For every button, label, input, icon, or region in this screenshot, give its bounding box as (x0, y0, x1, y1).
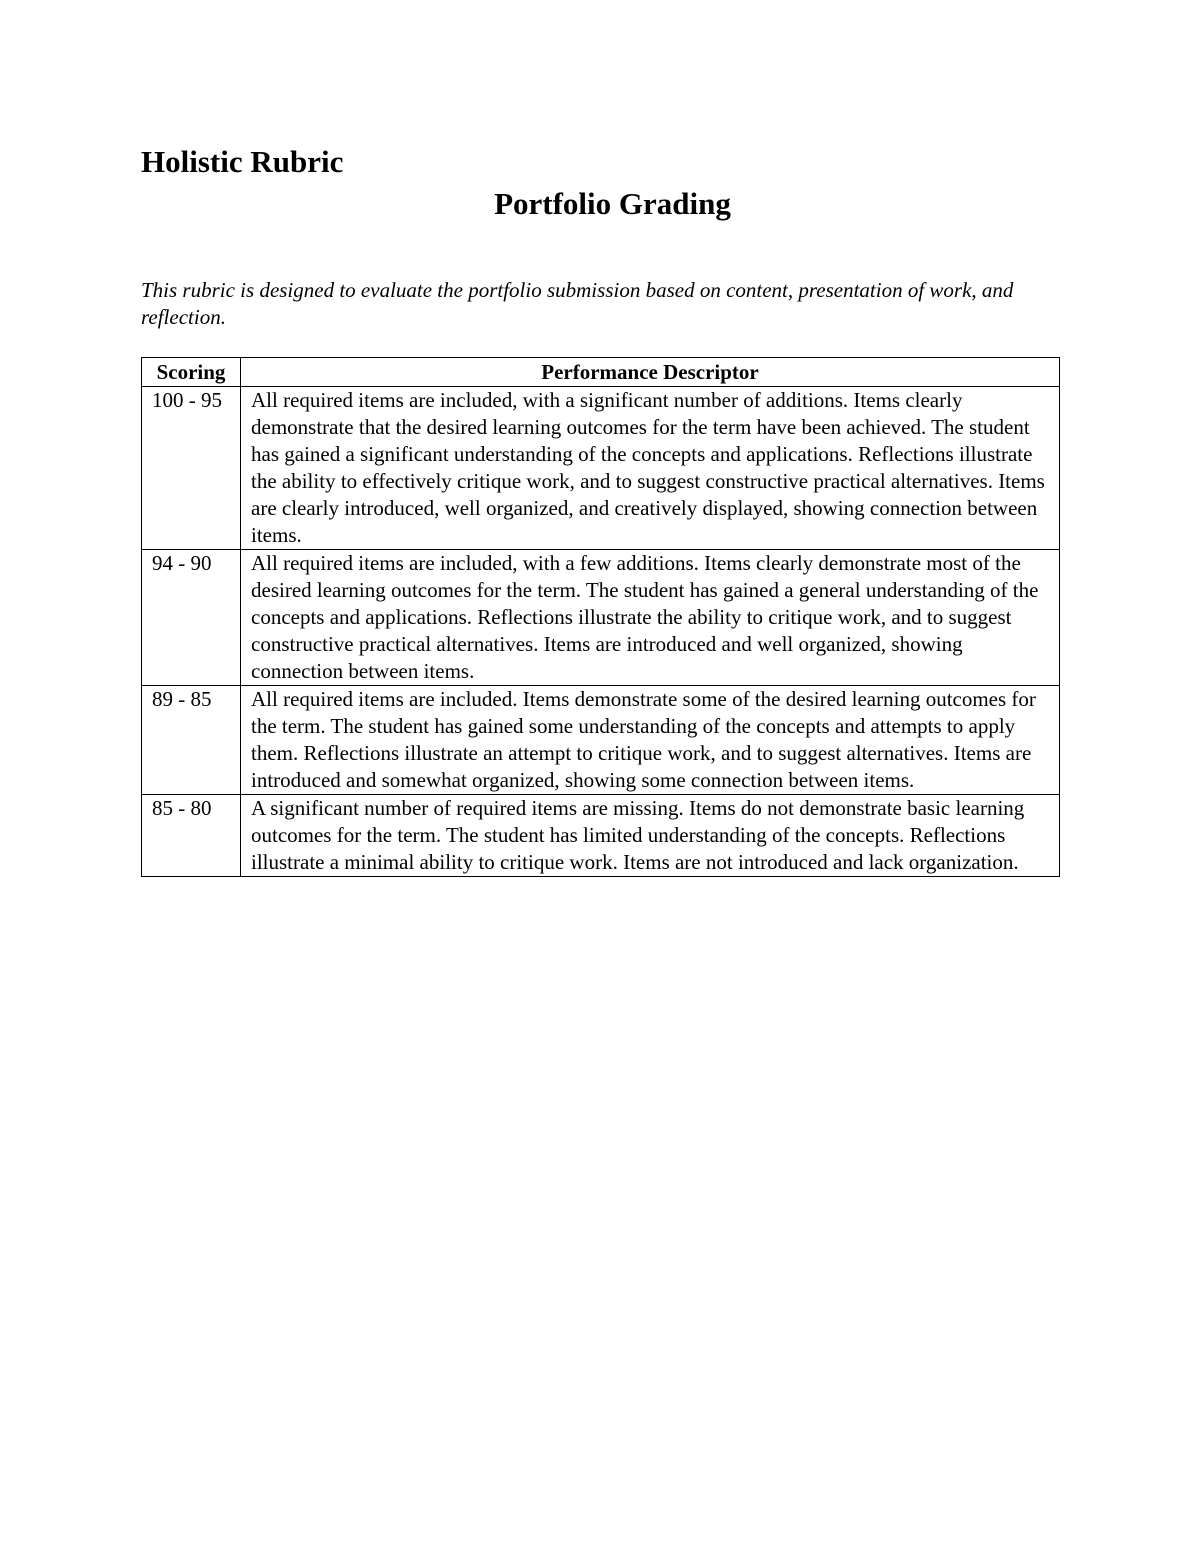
table-row (142, 550, 1060, 686)
descriptor-cell: All required items are included. Items demonstrate some of the desired learning outcomes for the term. The student has gained some understanding of the concepts and attempts to apply them. Reflections illustrate an attempt to critique work, and to suggest alternatives. Items are introduced and somewhat organized, showing some connection between items. (241, 686, 1060, 795)
column-header-scoring: Scoring (142, 358, 241, 387)
table-row (142, 686, 1060, 795)
column-header-descriptor: Performance Descriptor (241, 358, 1060, 387)
descriptor-cell: All required items are included, with a significant number of additions. Items clearly demonstrate that the desired learning outcomes for the term have been achieved. The student has gained a significant understanding of the concepts and applications. Reflections illustrate the ability to effectively critique work, and to suggest constructive practical alternatives. Items are clearly introduced, well organized, and creatively displayed, showing connection between items. (241, 387, 1060, 550)
document-title: Holistic Rubric (141, 144, 344, 179)
score-cell: 100 - 95 (142, 387, 241, 550)
rubric-table (141, 357, 1060, 877)
score-cell: 85 - 80 (142, 795, 241, 877)
score-cell: 94 - 90 (142, 550, 241, 686)
table-header-row (142, 358, 1060, 387)
table-row (142, 387, 1060, 550)
intro-paragraph: This rubric is designed to evaluate the portfolio submission based on content, presentation of work, and reflection. (141, 278, 1014, 329)
table-row (142, 795, 1060, 877)
document-subtitle: Portfolio Grading (494, 186, 731, 221)
descriptor-cell: A significant number of required items are missing. Items do not demonstrate basic learning outcomes for the term. The student has limited understanding of the concepts. Reflections illustrate a minimal ability to critique work. Items are not introduced and lack organization. (241, 795, 1060, 877)
descriptor-cell: All required items are included, with a few additions. Items clearly demonstrate most of the desired learning outcomes for the term. The student has gained a general understanding of the concepts and applications. Reflections illustrate the ability to critique work, and to suggest constructive practical alternatives. Items are introduced and well organized, showing connection between items. (241, 550, 1060, 686)
score-cell: 89 - 85 (142, 686, 241, 795)
